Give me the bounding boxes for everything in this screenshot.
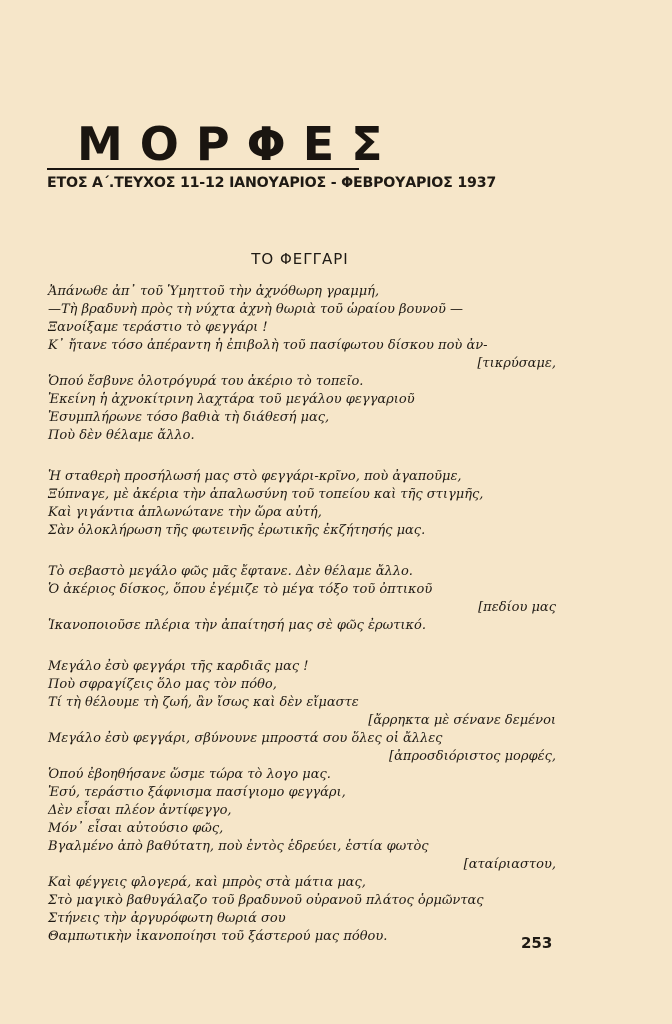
- poem-line: Καὶ φέγγεις φλογερά, καὶ μπρὸς στὰ μάτια μας,: [48, 875, 366, 890]
- poem-line: Δὲν εἶσαι πλέον ἀντίφεγγο,: [48, 803, 232, 818]
- poem-line: Ἱκανοποιοῦσε πλέρια τὴν ἀπαίτησή μας σὲ φῶς ἐρωτικό.: [48, 618, 427, 633]
- poem-line: Ἀπάνωθε ἀπ᾿ τοῦ Ὑμηττοῦ τὴν ἀχνόθωρη γραμμή,: [48, 284, 380, 299]
- poem-body: [48, 283, 558, 946]
- poem-line-continuation: [ἄρρηκτα μὲ σένανε δεμένοι: [368, 713, 556, 728]
- poem-line: Μεγάλο ἐσὺ φεγγάρι τῆς καρδιᾶς μας !: [48, 659, 309, 674]
- poem-line: Ὁπού ἔσβυνε ὁλοτρόγυρά του ἀκέριο τὸ τοπεῖο.: [48, 374, 364, 389]
- stanza-gap: [48, 540, 558, 563]
- poem-line-continuation: [τικρύσαμε,: [477, 356, 556, 371]
- poem-line: Μεγάλο ἐσὺ φεγγάρι, σβύνουνε μπροστά σου ὅλες οἱ ἄλλες: [48, 731, 443, 746]
- poem-stanza: [48, 468, 558, 540]
- poem-line-continuation: [αταίριαστου,: [463, 857, 556, 872]
- poem-line: Κ᾿ ἤτανε τόσο ἀπέραντη ἡ ἐπιβολὴ τοῦ πασίφωτου δίσκου ποὺ ἀν-: [48, 338, 488, 353]
- poem-line: Τί τὴ θέλουμε τὴ ζωή, ἂν ἴσως καὶ δὲν εἴμαστε: [48, 695, 359, 710]
- poem-line: Στήνεις τὴν ἀργυρόφωτη θωριά σου: [48, 911, 286, 926]
- poem-line: Ἐσύ, τεράστιο ξάφνισμα πασίγιομο φεγγάρι,: [48, 785, 346, 800]
- masthead: [47, 117, 497, 191]
- poem-line: Θαμπωτικὴν ἱκανοποίησι τοῦ ξάστερού μας πόθου.: [48, 929, 388, 944]
- poem-line: Ὁ ἀκέριος δίσκος, ὅπου ἐγέμιζε τὸ μέγα τόξο τοῦ ὀπτικοῦ: [48, 582, 433, 597]
- poem-line: Στὸ μαγικὸ βαθυγάλαζο τοῦ βραδυνοῦ οὐρανοῦ πλάτος ὁρμῶντας: [48, 893, 484, 908]
- poem-line: Τὸ σεβαστὸ μεγάλο φῶς μᾶς ἔφτανε. Δὲν θέλαμε ἄλλο.: [48, 564, 413, 579]
- poem-line: Ἡ σταθερὴ προσήλωσή μας στὸ φεγγάρι-κρῖνο, ποὺ ἀγαποῦμε,: [48, 469, 462, 484]
- poem-line: Μόν᾿ εἶσαι αὐτούσιο φῶς,: [48, 821, 224, 836]
- poem-line: Ποὺ δὲν θέλαμε ἄλλο.: [48, 428, 195, 443]
- poem-line-continuation: [πεδίου μας: [478, 600, 556, 615]
- page-number: 253: [521, 934, 553, 952]
- poem-title: ΤΟ ΦΕΓΓΑΡΙ: [251, 250, 349, 268]
- poem-stanza: [48, 658, 558, 946]
- magazine-title: ΜΟΡΦΕΣ: [77, 117, 400, 171]
- poem-line-continuation: [ἀπροσδιόριστος μορφές,: [389, 749, 556, 764]
- poem-line: Ἐκείνη ἡ ἀχνοκίτρινη λαχτάρα τοῦ μεγάλου φεγγαριοῦ: [48, 392, 415, 407]
- poem-line: Ὁπού ἐβοηθήσανε ὥσμε τώρα τὸ λογο μας.: [48, 767, 331, 782]
- poem-stanza: [48, 563, 558, 635]
- stanza-gap: [48, 635, 558, 658]
- poem-line: Ποὺ σφραγίζεις ὅλο μας τὸν πόθο,: [48, 677, 277, 692]
- poem-line: Καὶ γιγάντια ἁπλωνώτανε τὴν ὥρα αὐτή,: [48, 505, 322, 520]
- stanza-gap: [48, 445, 558, 468]
- poem-line: —Τὴ βραδυνὴ πρὸς τὴ νύχτα ἀχνὴ θωριὰ τοῦ ὡραίου βουνοῦ —: [48, 302, 464, 317]
- poem-line: Ξύπναγε, μὲ ἀκέρια τὴν ἁπαλωσύνη τοῦ τοπείου καὶ τῆς στιγμῆς,: [48, 487, 484, 502]
- poem-line: Σὰν ὁλοκλήρωση τῆς φωτεινῆς ἐρωτικῆς ἐκζήτησής μας.: [48, 523, 426, 538]
- issue-line: ΕΤΟΣ Α΄.ΤΕΥΧΟΣ 11-12 ΙΑΝΟΥΑΡΙΟΣ - ΦΕΒΡΟΥΑΡΙΟΣ 1937: [47, 175, 497, 191]
- poem-line: Βγαλμένο ἀπὸ βαθύτατη, ποὺ ἐντὸς ἑδρεύει, ἑστία φωτὸς: [48, 839, 429, 854]
- poem-line: Ἐσυμπλήρωνε τόσο βαθιὰ τὴ διάθεσή μας,: [48, 410, 330, 425]
- poem-stanza: [48, 283, 558, 445]
- poem-line: Ξανοίξαμε τεράστιο τὸ φεγγάρι !: [48, 320, 268, 335]
